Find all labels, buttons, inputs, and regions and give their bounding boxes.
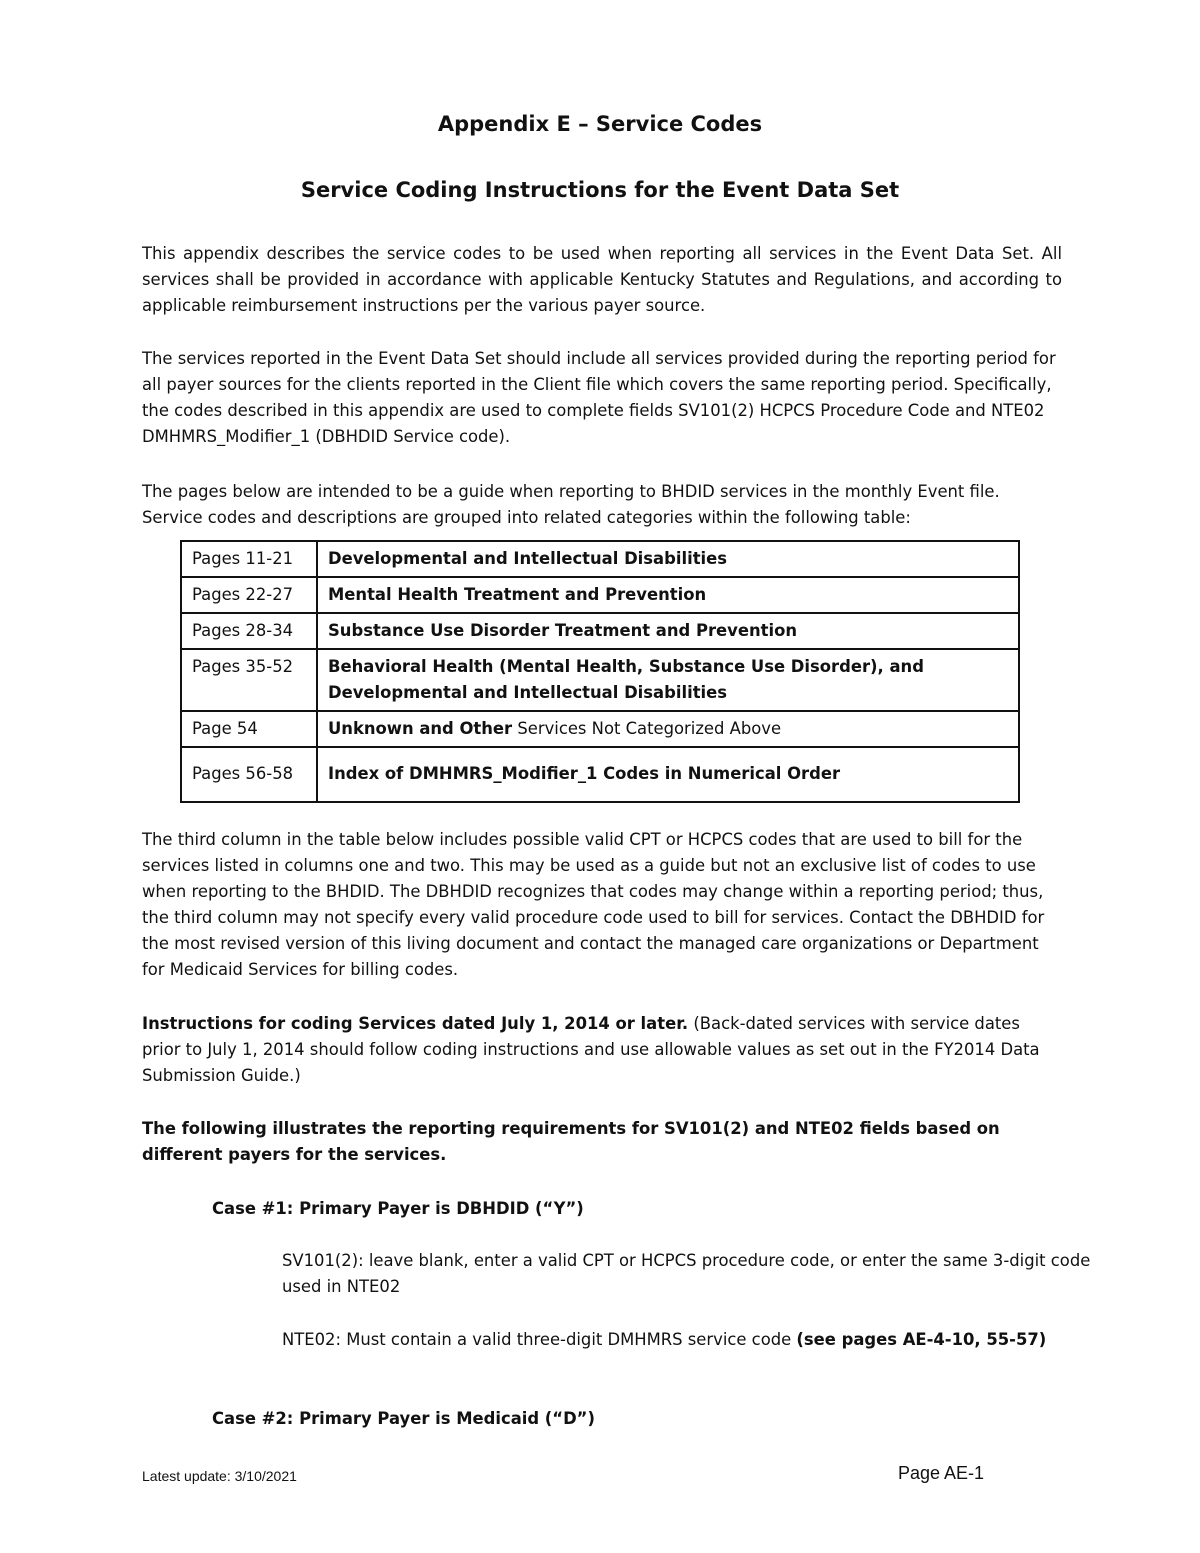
instructions-paragraph [142, 1011, 1062, 1089]
pages-cell: Pages 11-21 [181, 541, 317, 577]
category-normal-part: Services Not Categorized Above [512, 719, 782, 738]
nte02-pages-ref: (see pages AE-4-10, 55-57) [796, 1330, 1047, 1349]
section-subtitle: Service Coding Instructions for the Event Data Set [300, 178, 900, 202]
case-2-heading: Case #2: Primary Payer is Medicaid (“D”) [212, 1409, 595, 1428]
table-row [181, 711, 1019, 747]
category-cell [317, 711, 1019, 747]
table-row [181, 747, 1019, 802]
intro-paragraph-3: The pages below are intended to be a guide when reporting to BHDID services in the monthly Event file. Service codes and descriptions are grouped into related categories within the following table: [142, 482, 1000, 527]
table-row [181, 649, 1019, 711]
case-1-sv101-text: SV101(2): leave blank, enter a valid CPT or HCPCS procedure code, or enter the same 3-digit code used in NTE02 [282, 1251, 1091, 1296]
pages-cell: Pages 35-52 [181, 649, 317, 711]
nte02-prefix: NTE02: Must contain a valid three-digit DMHMRS service code [282, 1330, 797, 1349]
category-cell: Developmental and Intellectual Disabilities [317, 541, 1019, 577]
footer-page-number: Page AE-1 [898, 1463, 985, 1483]
instructions-rest: (Back-dated services with service dates prior to July 1, 2014 should follow coding instructions and use allowable values as set out in the FY2014 Data Submission Guide.) [142, 1014, 1040, 1085]
category-cell: Mental Health Treatment and Prevention [317, 577, 1019, 613]
pages-cell: Page 54 [181, 711, 317, 747]
category-bold-part: Unknown and Other [328, 719, 513, 738]
table-row [181, 577, 1019, 613]
category-cell: Index of DMHMRS_Modifier_1 Codes in Numerical Order [317, 747, 1019, 802]
table-row [181, 541, 1019, 577]
category-cell: Behavioral Health (Mental Health, Substance Use Disorder), and Developmental and Intellectual Disabilities [317, 649, 1019, 711]
pages-cell: Pages 28-34 [181, 613, 317, 649]
footer-latest-update: Latest update: 3/10/2021 [142, 1468, 297, 1484]
following-paragraph: The following illustrates the reporting requirements for SV101(2) and NTE02 fields based on different payers for the services. [142, 1119, 1000, 1164]
intro-paragraph-1: This appendix describes the service codes to be used when reporting all services in the Event Data Set. All services shall be provided in accordance with applicable Kentucky Statutes and Regulations, and according to applicable reimbursement instructions per the various payer source. [142, 244, 1062, 315]
page-title: Appendix E – Service Codes [437, 112, 763, 136]
pages-cell: Pages 22-27 [181, 577, 317, 613]
category-cell: Substance Use Disorder Treatment and Prevention [317, 613, 1019, 649]
pages-cell: Pages 56-58 [181, 747, 317, 802]
case-1-heading: Case #1: Primary Payer is DBHDID (“Y”) [212, 1199, 584, 1218]
intro-paragraph-2: The services reported in the Event Data Set should include all services provided during the reporting period for all payer sources for the clients reported in the Client file which covers the same reporting period. Specifically, the codes described in this appendix are used to complete fields SV101(2) HCPCS Procedure Code and NTE02 DMHMRS_Modifier_1 (DBHDID Service code). [142, 349, 1056, 446]
third-column-paragraph: The third column in the table below includes possible valid CPT or HCPCS codes that are used to bill for the services listed in columns one and two. This may be used as a guide but not an exclusive list of codes to use when reporting to the BHDID. The DBHDID recognizes that codes may change within a reporting period; thus, the third column may not specify every valid procedure code used to bill for services. Contact the DBHDID for the most revised version of this living document and contact the managed care organizations or Department for Medicaid Services for billing codes. [142, 830, 1045, 979]
instructions-bold: Instructions for coding Services dated July 1, 2014 or later. [142, 1014, 689, 1033]
table-row [181, 613, 1019, 649]
case-1-nte02-text [282, 1327, 1102, 1353]
page-category-table [180, 540, 1020, 803]
